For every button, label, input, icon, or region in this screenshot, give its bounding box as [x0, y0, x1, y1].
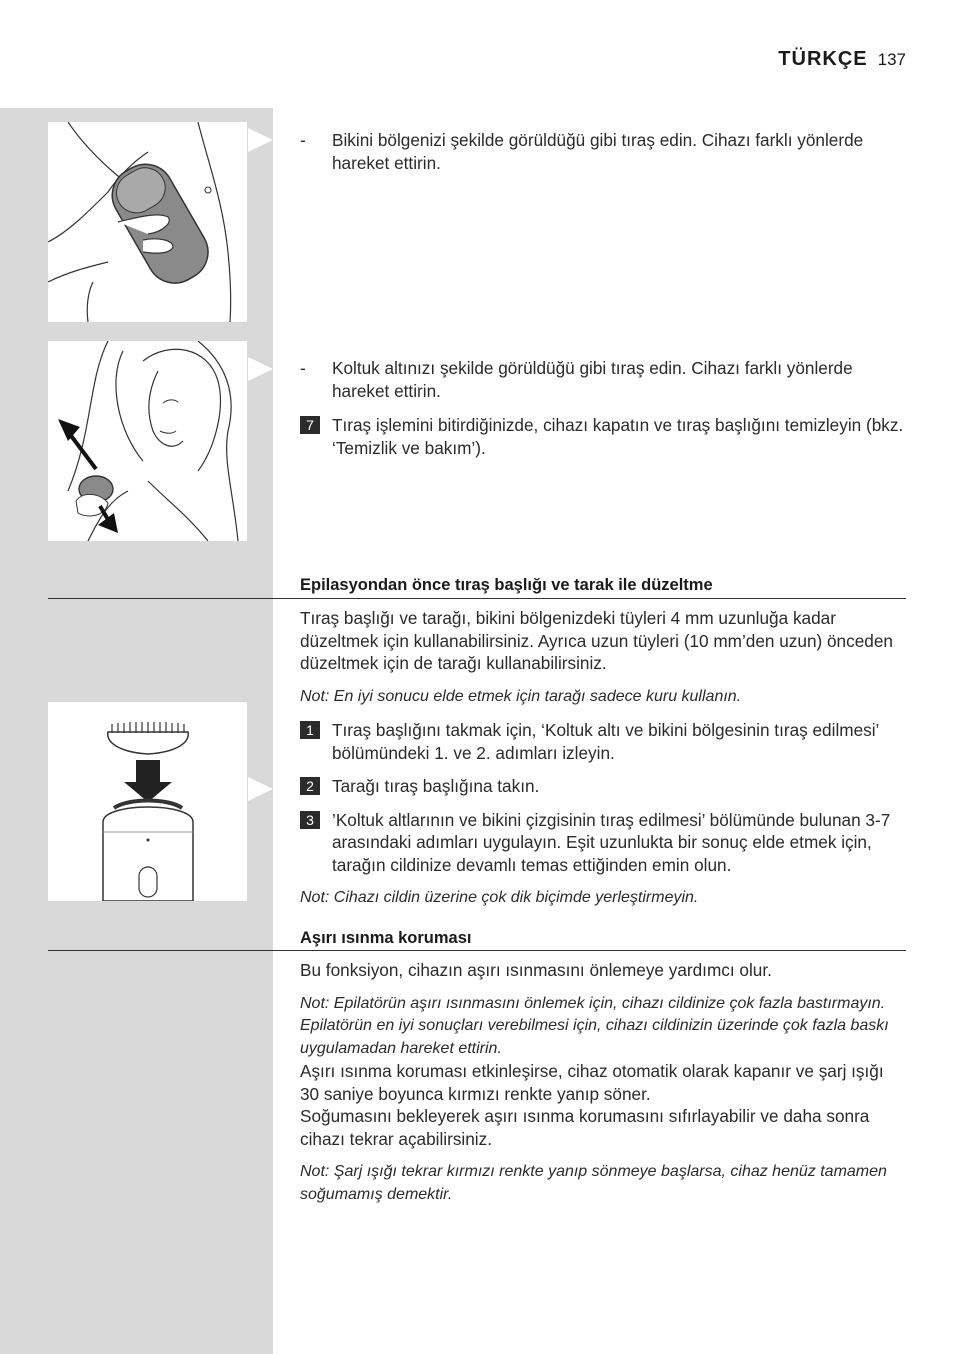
trim-section-body [300, 607, 906, 910]
step-text: Tıraş işlemini bitirdiğinizde, cihazı kapatın ve tıraş başlığını temizleyin (bkz. ‘Temizlik ve bakım’). [332, 415, 904, 458]
overheat-section-body [300, 959, 906, 1206]
underarm-instruction [300, 357, 906, 459]
overheat-intro: Bu fonksiyon, cihazın aşırı ısınmasını önlemeye yardımcı olur. [300, 960, 772, 980]
section-heading-trim: Epilasyondan önce tıraş başlığı ve tarak ile düzeltme [300, 576, 713, 594]
bikini-instruction [300, 129, 906, 174]
figure-pointer [248, 777, 273, 801]
list-dash: - [300, 130, 306, 150]
figure-pointer [248, 128, 273, 152]
list-item [300, 357, 906, 402]
bikini-shaving-icon [48, 122, 247, 322]
section-divider [48, 950, 906, 951]
step-number-badge: 1 [300, 721, 320, 739]
page-header [778, 48, 906, 71]
list-dash: - [300, 358, 306, 378]
comb-attach-illustration [48, 702, 247, 901]
step-number-badge: 3 [300, 811, 320, 829]
trim-note-2: Not: Cihazı cildin üzerine çok dik biçimde yerleştirmeyin. [300, 889, 699, 906]
step-text: Tarağı tıraş başlığına takın. [332, 776, 540, 796]
trim-intro: Tıraş başlığı ve tarağı, bikini bölgenizdeki tüyleri 4 mm uzunluğa kadar düzeltmek için kullanabilirsiniz. Ayrıca uzun tüyleri (10 mm’den uzun) önceden düzeltmek için de tarağı kullanabilirsiniz. [300, 608, 893, 673]
overheat-para-2: Soğumasını bekleyerek aşırı ısınma korumasını sıfırlayabilir ve daha sonra cihazı tekrar açabilirsiniz. [300, 1106, 870, 1149]
step-text: ’Koltuk altlarının ve bikini çizgisinin tıraş edilmesi’ bölümünde bulunan 3-7 arasındaki adımları uygulayın. Eşit uzunlukta bir sonuç elde etmek için, tarağın cildinize devamlı temas ettiğinden emin olun. [332, 809, 891, 875]
bikini-shaving-illustration [48, 122, 247, 322]
list-item [300, 129, 906, 174]
overheat-note-2: Not: Şarj ışığı tekrar kırmızı renkte yanıp sönmeye başlarsa, cihaz henüz tamamen soğumamış demektir. [300, 1163, 887, 1203]
figure-pointer [248, 357, 273, 381]
step-item [300, 414, 906, 459]
section-heading-overheat: Aşırı ısınma koruması [300, 929, 472, 947]
step-item [300, 775, 906, 798]
underarm-shaving-illustration [48, 341, 247, 541]
comb-attach-icon [48, 702, 247, 901]
instruction-text: Koltuk altınızı şekilde görüldüğü gibi tıraş edin. Cihazı farklı yönlerde hareket ettirin. [332, 358, 853, 401]
underarm-shaving-icon [48, 341, 247, 541]
overheat-para-1: Aşırı ısınma koruması etkinleşirse, cihaz otomatik olarak kapanır ve şarj ışığı 30 saniye boyunca kırmızı renkte yanıp söner. [300, 1061, 884, 1104]
trim-note-1: Not: En iyi sonucu elde etmek için tarağı sadece kuru kullanın. [300, 687, 742, 705]
overheat-note-1: Not: Epilatörün aşırı ısınmasını önlemek için, cihazı cildinize çok fazla bastırmayın. Epilatörün en iyi sonuçları verebilmesi için, cihazı cildinizin üzerinde çok fazla baskı uygulamadan hareket ettirin. [300, 994, 889, 1057]
section-divider [48, 598, 906, 599]
language-label: TÜRKÇE [778, 48, 868, 70]
instruction-text: Bikini bölgenizi şekilde görüldüğü gibi tıraş edin. Cihazı farklı yönlerde hareket ettirin. [332, 130, 864, 173]
step-number-badge: 2 [300, 777, 320, 795]
step-text: Tıraş başlığını takmak için, ‘Koltuk altı ve bikini bölgesinin tıraş edilmesi’ bölümündeki 1. ve 2. adımları izleyin. [332, 720, 879, 763]
page-number: 137 [877, 50, 906, 69]
step-item [300, 809, 906, 877]
step-item [300, 719, 906, 764]
step-number-badge: 7 [300, 416, 320, 434]
